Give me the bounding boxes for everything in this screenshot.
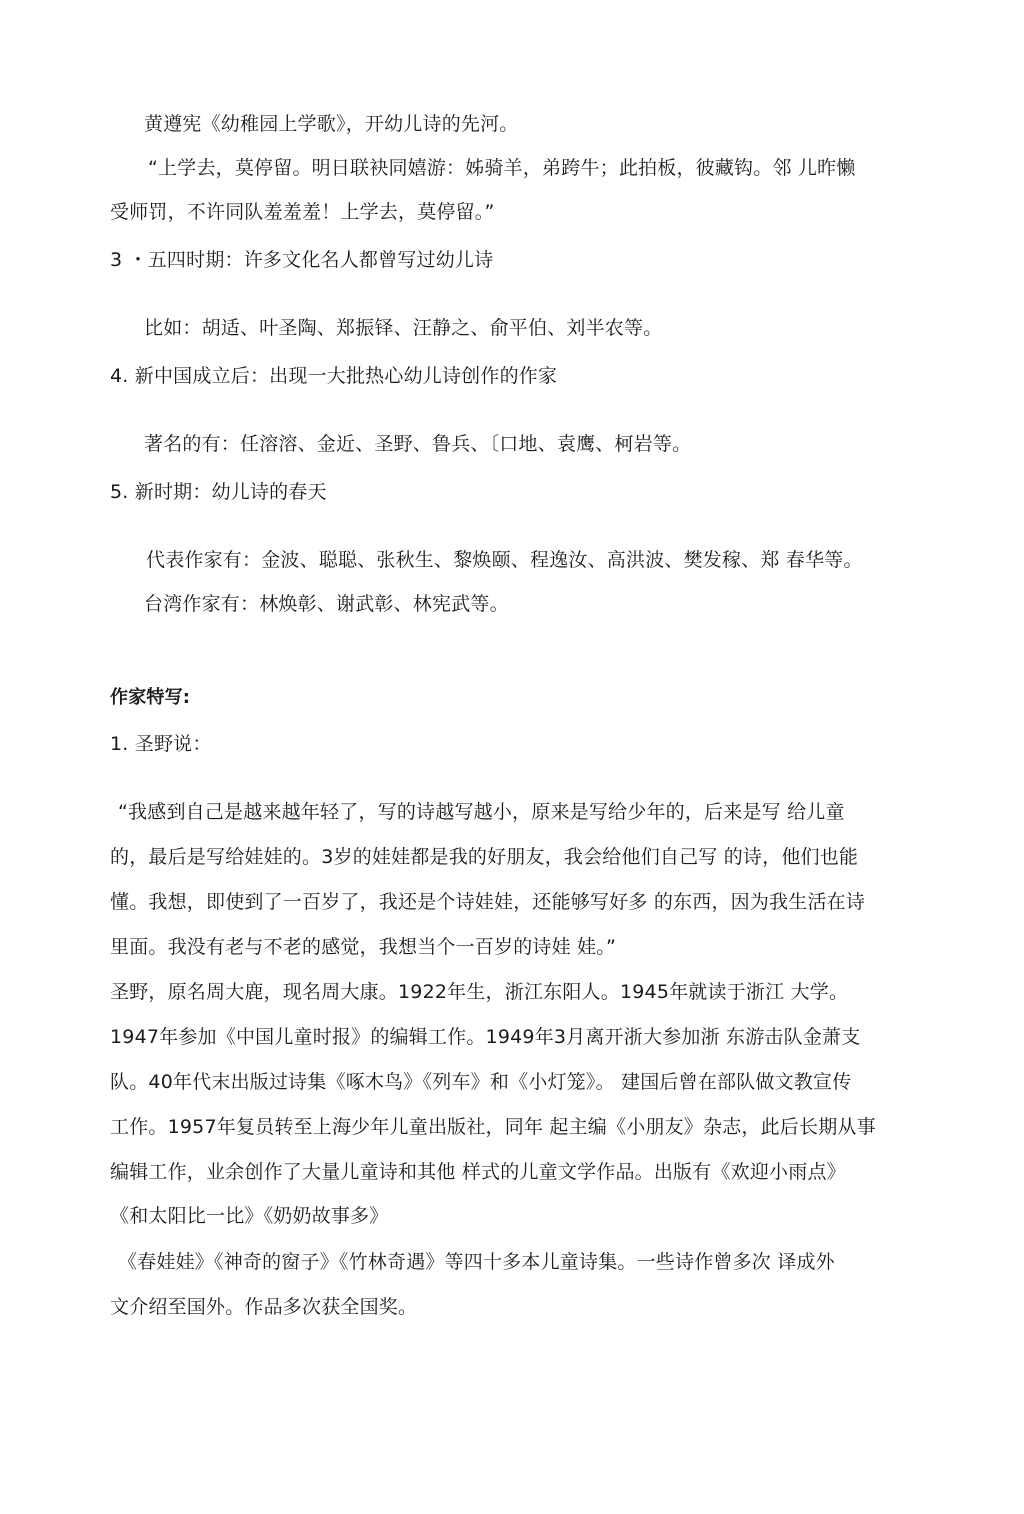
bio-line-8: 文介绍至国外。作品多次获全国奖。 [110,1296,418,1318]
bio-line-5: 编辑工作，业余创作了大量儿童诗和其他 样式的儿童文学作品。出版有《欢迎小雨点》 [110,1161,846,1183]
list-item-3: 3 ・五四时期：许多文化名人都曾写过幼儿诗 [110,249,494,271]
huang-poem-line-2: 受师罚，不许同队羞羞羞！上学去，莫停留。” [110,201,495,223]
list-item-4-detail: 著名的有：任溶溶、金近、圣野、鲁兵、〔口地、袁鹰、柯岩等。 [144,433,692,455]
section-heading: 作家特写: [110,687,191,708]
list-item-5-detail-1: 代表作家有：金波、聪聪、张秋生、黎焕颐、程逸汝、高洪波、樊发稼、郑 春华等。 [146,549,863,571]
bio-line-6: 《和太阳比一比》《奶奶故事多》 [110,1205,389,1227]
bio-line-4: 工作。1957年复员转至上海少年儿童出版社，同年 起主编《小朋友》杂志，此后长期从事 [110,1116,876,1138]
list-item-5-detail-2: 台湾作家有：林焕彰、谢武彰、林宪武等。 [144,593,509,615]
feature-item-1: 1. 圣野说： [110,733,212,755]
bio-line-1: 圣野，原名周大鹿，现名周大康。1922年生，浙江东阳人。1945年就读于浙江 大学。 [110,981,849,1003]
huang-title: 黄遵宪《幼稚园上学歌》，开幼儿诗的先河。 [144,113,519,135]
quote-line-1: “我感到自己是越来越年轻了，写的诗越写越小，原来是写给少年的，后来是写 给儿童 [118,801,845,823]
list-item-3-detail: 比如：胡适、叶圣陶、郑振铎、汪静之、俞平伯、刘半农等。 [144,317,663,339]
bio-line-3: 队。40年代末出版过诗集《啄木鸟》《列车》和《小灯笼》。 建国后曾在部队做文教宣传 [110,1071,852,1093]
quote-line-4: 里面。我没有老与不老的感觉，我想当个一百岁的诗娃 娃。” [110,936,616,958]
list-item-4: 4. 新中国成立后：出现一大批热心幼儿诗创作的作家 [110,365,558,387]
bio-line-7: 《春娃娃》《神奇的窗子》《竹林奇遇》等四十多本儿童诗集。一些诗作曾多次 译成外 [118,1251,835,1273]
quote-line-2: 的，最后是写给娃娃的。3岁的娃娃都是我的好朋友，我会给他们自己写 的诗，他们也能 [110,846,859,868]
quote-line-3: 懂。我想，即使到了一百岁了，我还是个诗娃娃，还能够写好多 的东西，因为我生活在诗 [110,891,866,913]
list-item-5: 5. 新时期：幼儿诗的春天 [110,481,327,503]
bio-line-2: 1947年参加《中国儿童时报》的编辑工作。1949年3月离开浙大参加浙 东游击队金萧支 [110,1026,861,1048]
huang-poem-line-1: “上学去，莫停留。明日联袂同嬉游：姊骑羊，弟跨牛；此拍板，彼藏钩。邻 儿昨懒 [148,157,856,179]
